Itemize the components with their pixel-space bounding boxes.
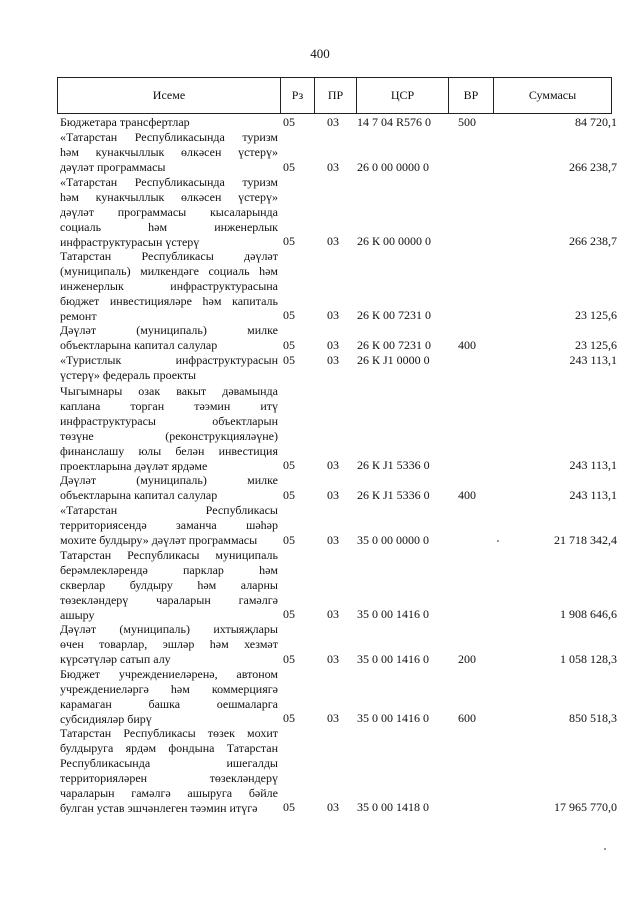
row-name: [60, 473, 278, 503]
header-vr: ВР: [463, 88, 479, 102]
row-pr: 03: [327, 338, 339, 352]
row-name: [60, 353, 278, 383]
row-rz: 05: [283, 652, 295, 666]
table-row: [57, 115, 617, 130]
row-csr: 35 0 00 1416 0: [357, 607, 429, 621]
row-name-line: һәм кунакчыллык өлкәсен үстерү»: [60, 144, 278, 159]
row-name-line: Республикасында ишегалды: [60, 755, 278, 770]
row-name-line: объектларына капитал салулар: [60, 487, 218, 502]
page-number: 400: [310, 46, 330, 61]
row-csr: 26 К 00 7231 0: [357, 308, 432, 322]
row-name-line: булдыруга ярдәм фондына Татарстан: [60, 740, 278, 755]
scan-speck: [604, 848, 606, 850]
row-vr: 400: [458, 488, 476, 502]
table-row: [57, 503, 617, 548]
row-name-line: инженерлык инфраструктурасына: [60, 278, 278, 293]
row-name: [60, 384, 278, 473]
row-name: [60, 249, 278, 324]
row-name-line: бюджет инвестицияләре һәм капиталь: [60, 293, 278, 308]
row-csr: 14 7 04 R576 0: [357, 115, 432, 129]
table-row: [57, 323, 617, 353]
header-csr: ЦСР: [390, 88, 415, 102]
header-name: Исеме: [152, 88, 186, 102]
row-pr: 03: [327, 115, 339, 129]
row-pr: 03: [327, 234, 339, 248]
row-name-line: «Туристлык инфраструктурасын: [60, 353, 278, 367]
row-sum: 84 720,1: [575, 115, 617, 129]
row-name-line: ремонт: [60, 308, 97, 323]
row-sum: 17 965 770,0: [554, 800, 617, 814]
row-name-line: дәүләт программасы кысаларында: [60, 204, 278, 219]
row-name-line: Татарстан Республикасы муниципаль: [60, 548, 278, 562]
row-csr: 35 0 00 1416 0: [357, 711, 429, 725]
row-name-line: инфраструктурасы объектларын: [60, 413, 278, 428]
row-rz: 05: [283, 234, 295, 248]
row-name-line: Татарстан Республикасы төзек мохит: [60, 726, 278, 740]
row-name: [60, 130, 278, 175]
row-vr: 400: [458, 338, 476, 352]
header-pr: ПР: [327, 88, 344, 102]
table-row: [57, 726, 617, 815]
table-row: [57, 175, 617, 249]
row-name-line: һәм кунакчыллык өлкәсен үстерү»: [60, 189, 278, 204]
row-pr: 03: [327, 458, 339, 472]
row-pr: 03: [327, 711, 339, 725]
row-rz: 05: [283, 458, 295, 472]
table-row: [57, 473, 617, 503]
row-name-line: төзүне (реконструкцияләүне): [60, 428, 278, 443]
row-sum: 1 058 128,3: [560, 652, 617, 666]
row-name-line: скверлар булдыру һәм аларны: [60, 577, 278, 592]
row-sum: 21 718 342,4: [554, 533, 617, 547]
table-row: [57, 622, 617, 667]
row-name-line: инфраструктурасын үстерү: [60, 234, 200, 249]
row-pr: 03: [327, 533, 339, 547]
row-name-line: объектларына капитал салулар: [60, 337, 218, 352]
row-rz: 05: [283, 607, 295, 621]
row-name-line: Дәүләт (муниципаль) ихтыяҗлары: [60, 622, 278, 636]
row-sum: 23 125,6: [575, 338, 617, 352]
row-name-line: Чыгымнары озак вакыт дәвамында: [60, 384, 278, 398]
row-csr: 26 К 00 0000 0: [357, 234, 432, 248]
row-sum: 243 113,1: [569, 353, 617, 367]
row-pr: 03: [327, 308, 339, 322]
row-name-line: карамаган башка оешмаларга: [60, 696, 278, 711]
table-header: [57, 77, 612, 114]
row-vr: 500: [458, 115, 476, 129]
row-name-line: социаль һәм инженерлык: [60, 219, 278, 234]
header-sum: Суммасы: [528, 88, 577, 102]
row-name-line: Дәүләт (муниципаль) милке: [60, 323, 278, 337]
table-row: [57, 548, 617, 622]
row-rz: 05: [283, 711, 295, 725]
row-sum: 266 238,7: [569, 160, 617, 174]
table-row: [57, 249, 617, 323]
row-rz: 05: [283, 115, 295, 129]
row-csr: 35 0 00 1416 0: [357, 652, 429, 666]
row-name: [60, 667, 278, 727]
row-sum: 243 113,1: [569, 458, 617, 472]
row-name-line: өчен товарлар, эшләр һәм хезмәт: [60, 636, 278, 651]
row-csr: 26 0 00 0000 0: [357, 160, 429, 174]
row-name-line: финанслашу юлы белән инвестиция: [60, 443, 278, 458]
row-rz: 05: [283, 488, 295, 502]
row-csr: 26 К J1 0000 0: [357, 353, 430, 367]
row-name-line: дәүләт программасы: [60, 159, 166, 174]
row-name-line: чараларын гамәлгә ашыруга бәйле: [60, 785, 278, 800]
table-row: [57, 130, 617, 175]
row-csr: 26 К J1 5336 0: [357, 458, 430, 472]
row-rz: 05: [283, 338, 295, 352]
row-name-line: ашыру: [60, 607, 95, 622]
row-name-line: территорияләрен төзекләндерү: [60, 770, 278, 785]
row-name-line: «Татарстан Республикасы: [60, 503, 278, 517]
row-rz: 05: [283, 308, 295, 322]
row-vr: 200: [458, 652, 476, 666]
row-name-line: үстерү» федераль проекты: [60, 367, 197, 382]
row-name-line: берәмлекләрендә парклар һәм: [60, 562, 278, 577]
row-pr: 03: [327, 160, 339, 174]
table-row: [57, 384, 617, 473]
row-pr: 03: [327, 607, 339, 621]
row-name-line: субсидияләр бирү: [60, 711, 152, 726]
row-name-line: Татарстан Республикасы дәүләт: [60, 249, 278, 263]
row-name: [60, 622, 278, 667]
row-name-line: Дәүләт (муниципаль) милке: [60, 473, 278, 487]
row-vr: 600: [458, 711, 476, 725]
row-rz: 05: [283, 800, 295, 814]
row-name-line: Бюджет учреждениеләренә, автоном: [60, 667, 278, 681]
row-csr: 26 К J1 5336 0: [357, 488, 430, 502]
row-name-line: каплана торган тәэмин итү: [60, 398, 278, 413]
row-name-line: булган устав эшчәнлеген тәэмин итүгә: [60, 800, 258, 815]
row-name-line: Бюджетара трансфертлар: [60, 115, 190, 129]
row-sum: 266 238,7: [569, 234, 617, 248]
row-csr: 26 К 00 7231 0: [357, 338, 432, 352]
row-name-line: (муниципаль) милкендәге социаль һәм: [60, 263, 278, 278]
table-row: [57, 353, 617, 383]
row-name-line: мохите булдыру» дәүләт программасы: [60, 532, 258, 547]
row-sum: 850 518,3: [569, 711, 617, 725]
row-pr: 03: [327, 652, 339, 666]
row-sum: 23 125,6: [575, 308, 617, 322]
row-sum: 243 113,1: [569, 488, 617, 502]
header-rz: Рз: [291, 88, 304, 102]
row-csr: 35 0 00 0000 0: [357, 533, 429, 547]
row-name: [60, 503, 278, 548]
row-name-line: төзекләндерү чараларын гамәлгә: [60, 592, 278, 607]
row-name-line: «Татарстан Республикасында туризм: [60, 130, 278, 144]
row-pr: 03: [327, 800, 339, 814]
row-pr: 03: [327, 488, 339, 502]
row-rz: 05: [283, 533, 295, 547]
row-rz: 05: [283, 353, 295, 367]
row-name-line: күрсәтүләр сатып алу: [60, 651, 171, 666]
row-pr: 03: [327, 353, 339, 367]
row-name-line: «Татарстан Республикасында туризм: [60, 175, 278, 189]
scan-speck: [497, 540, 499, 542]
row-name: [60, 726, 278, 815]
row-name: [60, 175, 278, 250]
row-rz: 05: [283, 160, 295, 174]
row-name-line: учреждениеләргә һәм коммерциягә: [60, 681, 278, 696]
row-name-line: проектларына дәүләт ярдәме: [60, 458, 208, 473]
table-row: [57, 667, 617, 726]
row-name: [60, 323, 278, 353]
row-name: [60, 548, 278, 623]
row-name-line: территориясендә заманча шәһәр: [60, 517, 278, 532]
row-name: [60, 115, 278, 130]
row-sum: 1 908 646,6: [560, 607, 617, 621]
row-csr: 35 0 00 1418 0: [357, 800, 429, 814]
